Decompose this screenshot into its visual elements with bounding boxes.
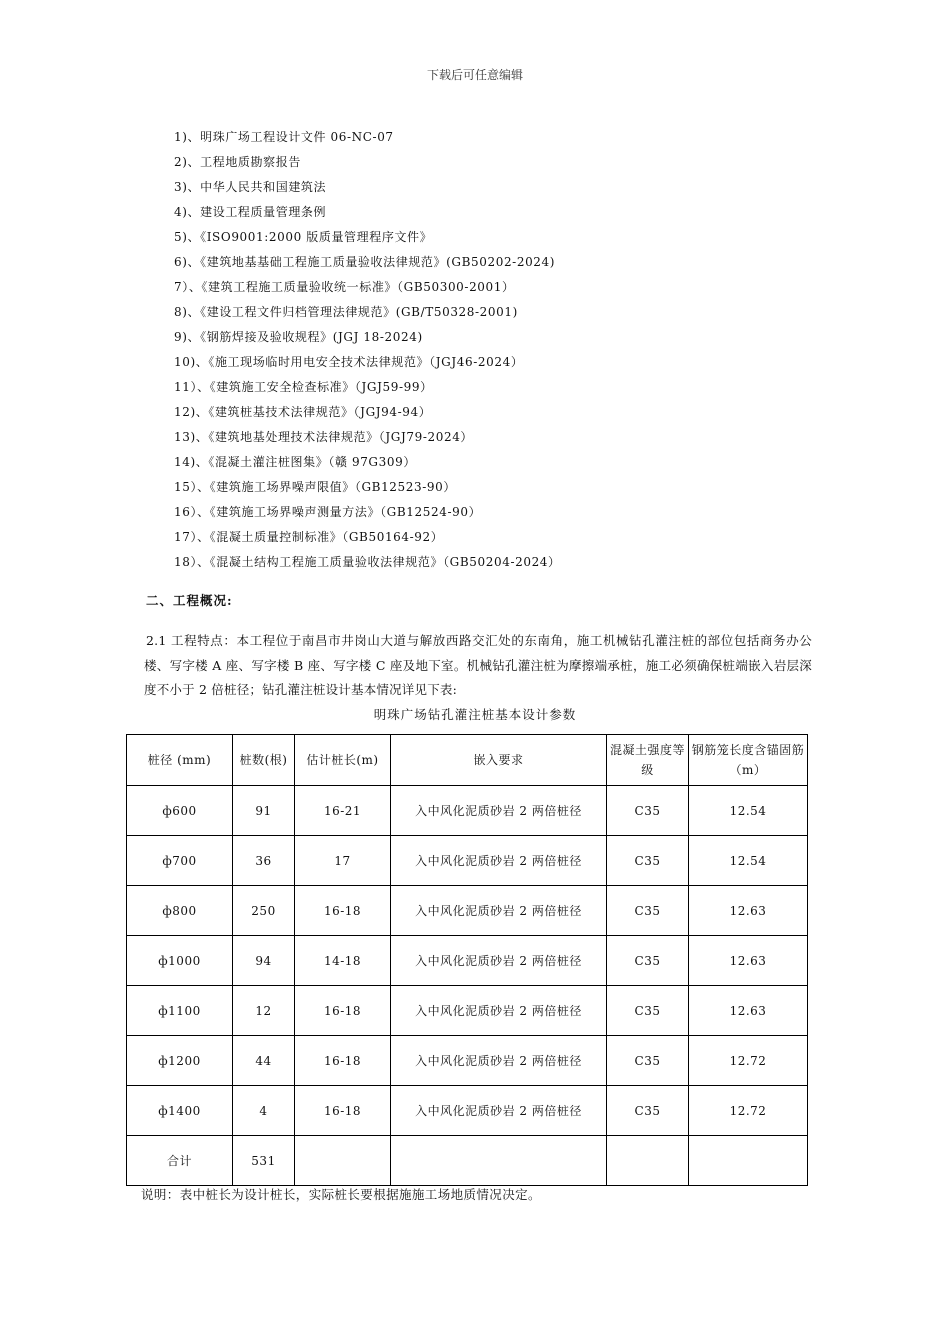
cell-diameter: ф1200 — [127, 1036, 233, 1086]
pile-parameters-table — [126, 734, 808, 1186]
table-header-row — [127, 735, 808, 786]
cell-embed: 入中风化泥质砂岩 2 两倍桩径 — [391, 836, 607, 886]
cell-empty — [607, 1136, 689, 1186]
cell-count: 91 — [233, 786, 295, 836]
table-row — [127, 1036, 808, 1086]
cell-diameter: ф1400 — [127, 1086, 233, 1136]
reference-item: 2)、工程地质勘察报告 — [174, 155, 301, 169]
reference-item: 18）、《混凝土结构工程施工质量验收法律规范》（GB50204-2024） — [174, 555, 561, 569]
header-cage-length: 钢筋笼长度含锚固筋（m） — [689, 735, 808, 786]
header-pile-diameter: 桩径 (mm) — [127, 735, 233, 786]
cell-count: 36 — [233, 836, 295, 886]
reference-item: 14)、《混凝土灌注桩图集》（赣 97G309） — [174, 455, 416, 469]
reference-item: 15）、《建筑施工场界噪声限值》（GB12523-90） — [174, 480, 456, 494]
table-row — [127, 836, 808, 886]
cell-diameter: ф1100 — [127, 986, 233, 1036]
table-caption: 明珠广场钻孔灌注桩基本设计参数 — [373, 707, 577, 722]
cell-embed: 入中风化泥质砂岩 2 两倍桩径 — [391, 936, 607, 986]
cell-grade: C35 — [607, 936, 689, 986]
cell-total-count: 531 — [233, 1136, 295, 1186]
cell-embed: 入中风化泥质砂岩 2 两倍桩径 — [391, 1036, 607, 1086]
cell-empty — [689, 1136, 808, 1186]
cell-embed: 入中风化泥质砂岩 2 两倍桩径 — [391, 786, 607, 836]
cell-count: 94 — [233, 936, 295, 986]
cell-grade: C35 — [607, 1086, 689, 1136]
cell-diameter: ф600 — [127, 786, 233, 836]
cell-empty — [391, 1136, 607, 1186]
cell-length: 14-18 — [295, 936, 391, 986]
cell-length: 17 — [295, 836, 391, 886]
header-pile-count: 桩数(根) — [233, 735, 295, 786]
table-total-row — [127, 1136, 808, 1186]
cell-grade: C35 — [607, 786, 689, 836]
table-row — [127, 786, 808, 836]
cell-cage: 12.72 — [689, 1036, 808, 1086]
table-row — [127, 936, 808, 986]
header-concrete-grade: 混凝土强度等级 — [607, 735, 689, 786]
header-embed-requirement: 嵌入要求 — [391, 735, 607, 786]
cell-count: 250 — [233, 886, 295, 936]
reference-item: 7）、《建筑工程施工质量验收统一标准》（GB50300-2001） — [174, 280, 515, 294]
cell-grade: C35 — [607, 836, 689, 886]
cell-count: 44 — [233, 1036, 295, 1086]
cell-count: 4 — [233, 1086, 295, 1136]
reference-list — [174, 125, 561, 575]
reference-item: 13)、《建筑地基处理技术法律规范》（JGJ79-2024） — [174, 430, 474, 444]
cell-cage: 12.72 — [689, 1086, 808, 1136]
table-note: 说明：表中桩长为设计桩长，实际桩长要根据施施工场地质情况决定。 — [141, 1187, 541, 1202]
reference-item: 9)、《钢筋焊接及验收规程》(JGJ 18-2024) — [174, 330, 423, 344]
project-overview-paragraph: 2.1 工程特点：本工程位于南昌市井岗山大道与解放西路交汇处的东南角，施工机械钻孔灌注桩的部位包括商务办公楼、写字楼 A 座、写字楼 B 座、写字楼 C 座及地下室。机械钻孔灌注桩为摩擦端承桩，施工必须确保桩端嵌入岩层深度不小于 2 倍桩径；钻孔灌注桩设计基本情况详见下表: — [144, 633, 812, 697]
cell-cage: 12.63 — [689, 986, 808, 1036]
cell-length: 16-18 — [295, 1036, 391, 1086]
cell-grade: C35 — [607, 1036, 689, 1086]
header-pile-length: 估计桩长(m) — [295, 735, 391, 786]
cell-cage: 12.54 — [689, 836, 808, 886]
cell-grade: C35 — [607, 986, 689, 1036]
reference-item: 16）、《建筑施工场界噪声测量方法》（GB12524-90） — [174, 505, 482, 519]
table-row — [127, 986, 808, 1036]
reference-item: 3)、中华人民共和国建筑法 — [174, 180, 327, 194]
cell-embed: 入中风化泥质砂岩 2 两倍桩径 — [391, 1086, 607, 1136]
cell-length: 16-21 — [295, 786, 391, 836]
cell-length: 16-18 — [295, 1086, 391, 1136]
cell-length: 16-18 — [295, 886, 391, 936]
cell-length: 16-18 — [295, 986, 391, 1036]
section-title: 二、工程概况: — [146, 593, 233, 608]
cell-cage: 12.63 — [689, 936, 808, 986]
page-header: 下载后可任意编辑 — [426, 68, 523, 82]
cell-empty — [295, 1136, 391, 1186]
reference-item: 6)、《建筑地基基础工程施工质量验收法律规范》(GB50202-2024) — [174, 255, 556, 269]
reference-item: 12)、《建筑桩基技术法律规范》（JGJ94-94） — [174, 405, 432, 419]
reference-item: 11）、《建筑施工安全检查标准》（JGJ59-99） — [174, 380, 433, 394]
table-row — [127, 1086, 808, 1136]
reference-item: 5)、《ISO9001:2000 版质量管理程序文件》 — [174, 230, 433, 244]
cell-diameter: ф700 — [127, 836, 233, 886]
reference-item: 17）、《混凝土质量控制标准》（GB50164-92） — [174, 530, 444, 544]
reference-item: 10)、《施工现场临时用电安全技术法律规范》（JGJ46-2024） — [174, 355, 524, 369]
cell-embed: 入中风化泥质砂岩 2 两倍桩径 — [391, 886, 607, 936]
cell-diameter: ф1000 — [127, 936, 233, 986]
cell-count: 12 — [233, 986, 295, 1036]
cell-embed: 入中风化泥质砂岩 2 两倍桩径 — [391, 986, 607, 1036]
reference-item: 4)、建设工程质量管理条例 — [174, 205, 327, 219]
reference-item: 8)、《建设工程文件归档管理法律规范》(GB/T50328-2001) — [174, 305, 518, 319]
cell-cage: 12.63 — [689, 886, 808, 936]
table-row — [127, 886, 808, 936]
cell-diameter: ф800 — [127, 886, 233, 936]
reference-item: 1)、明珠广场工程设计文件 06-NC-07 — [174, 130, 394, 144]
cell-cage: 12.54 — [689, 786, 808, 836]
cell-grade: C35 — [607, 886, 689, 936]
cell-total-label: 合计 — [127, 1136, 233, 1186]
